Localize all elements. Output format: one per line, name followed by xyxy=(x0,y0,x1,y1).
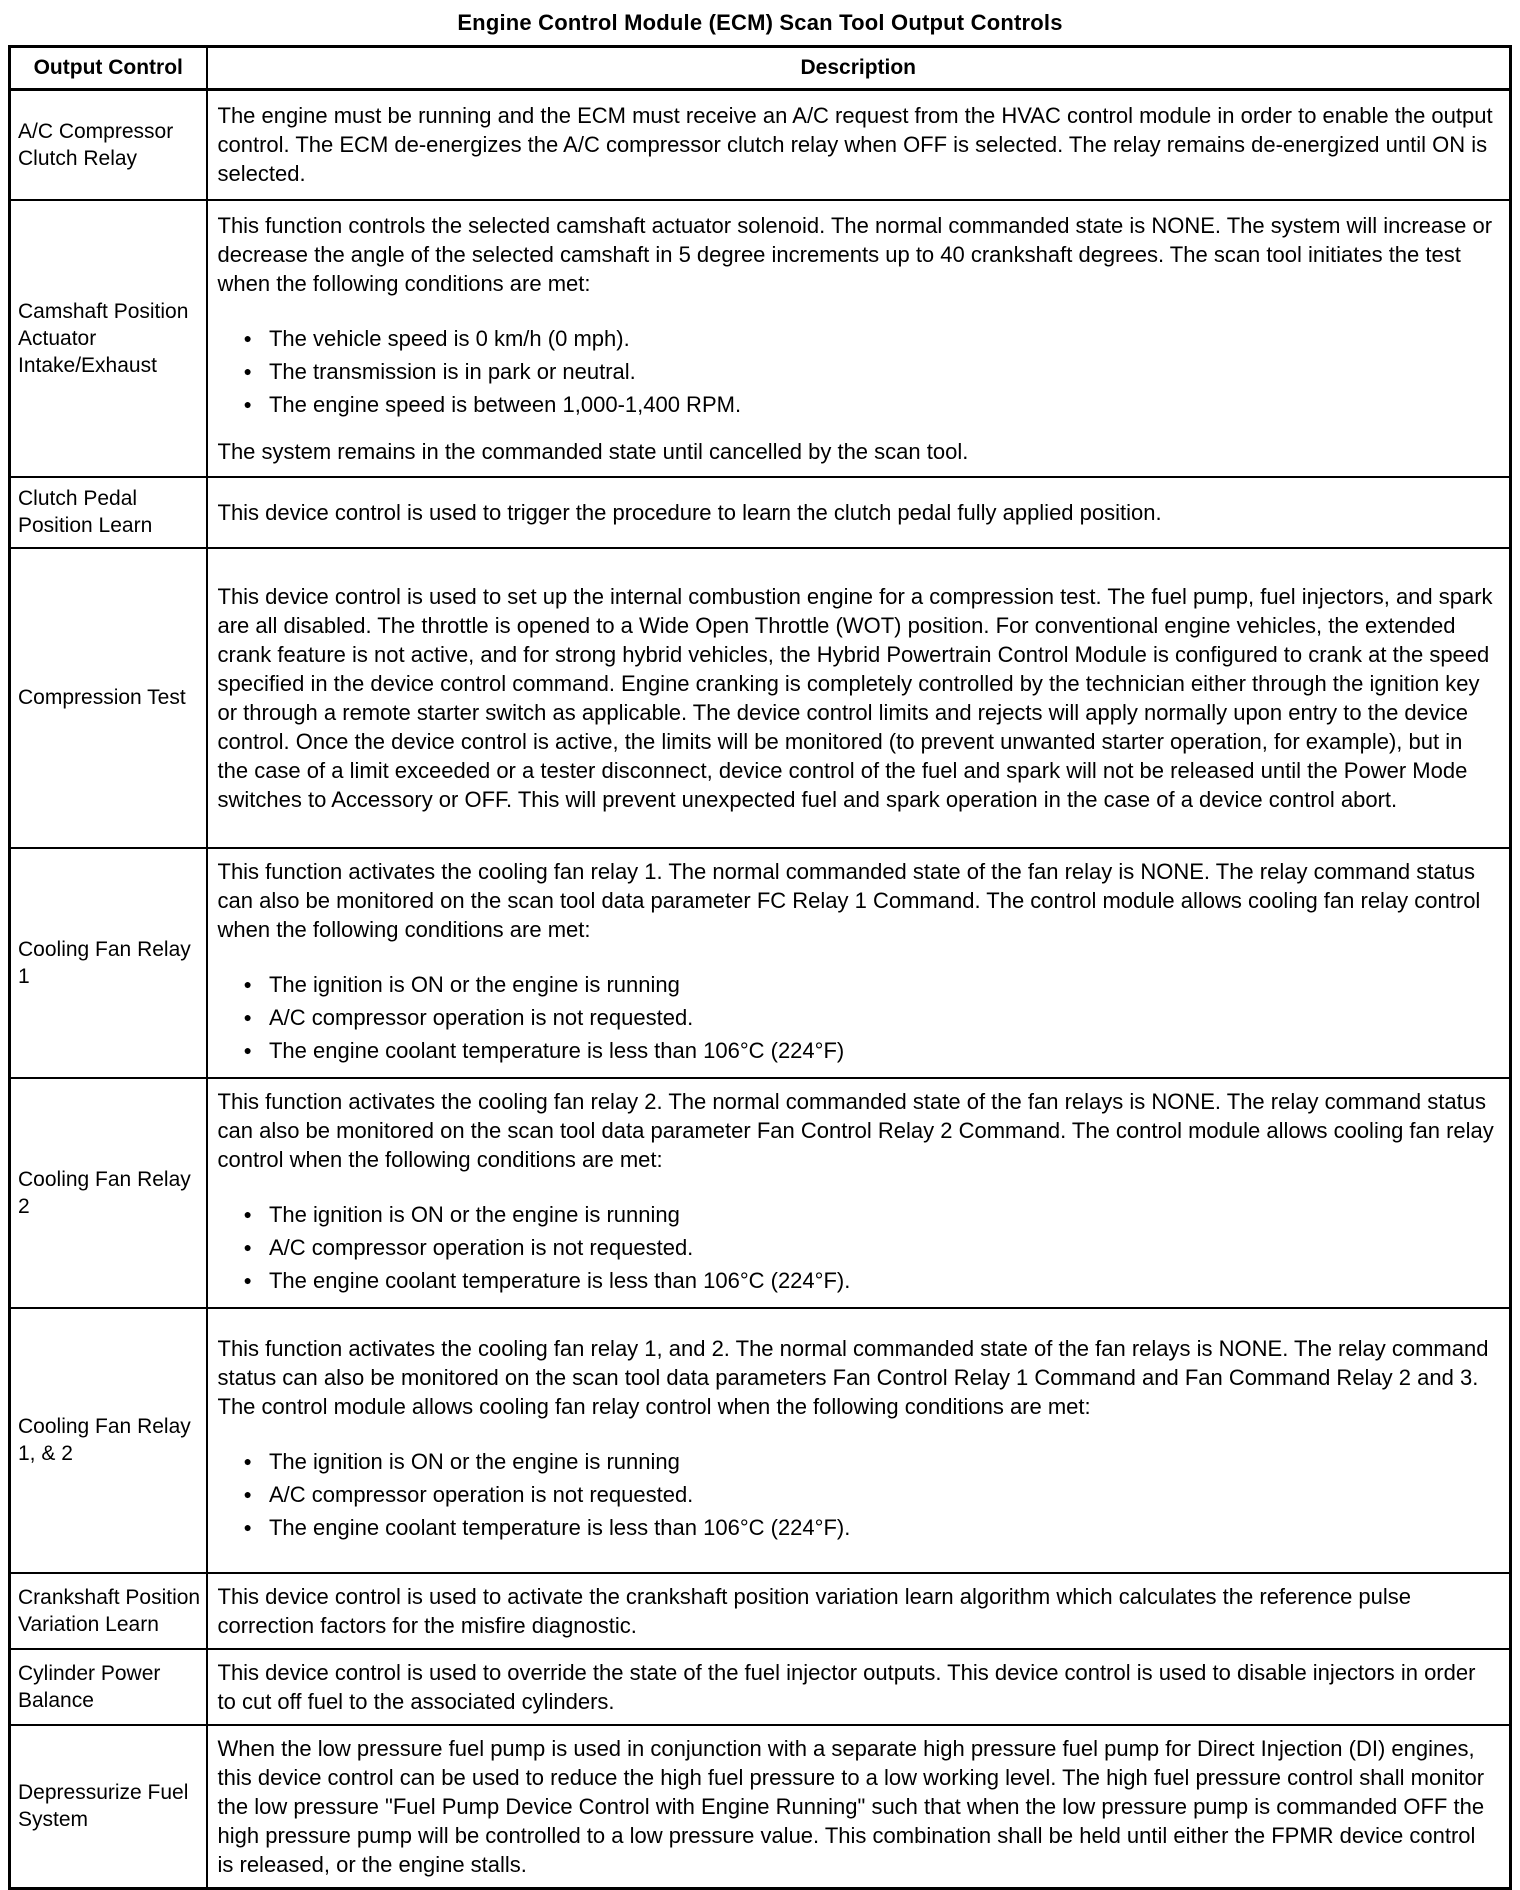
description-cell xyxy=(207,1573,1511,1649)
table-row xyxy=(10,1649,1511,1725)
description-paragraph: This function activates the cooling fan relay 2. The normal commanded state of the fan relays is NONE. The relay command status can also be monitored on the scan tool data parameter Fan Control Relay 2 Command. The control module allows cooling fan relay control when the following conditions are met: xyxy=(217,1088,1494,1172)
bullet-icon: ● xyxy=(243,1486,252,1502)
description-paragraphs xyxy=(218,211,1498,298)
output-control-cell xyxy=(10,200,207,477)
table-row xyxy=(10,1725,1511,1889)
output-control-label: Crankshaft Position Variation Learn xyxy=(18,1585,201,1636)
output-control-cell xyxy=(10,1725,207,1889)
output-control-cell xyxy=(10,1078,207,1308)
table-row xyxy=(10,1573,1511,1649)
condition-text: The engine coolant temperature is less than 106°C (224°F). xyxy=(268,1515,851,1540)
condition-text: The ignition is ON or the engine is running xyxy=(268,1201,680,1227)
output-control-label: Compression Test xyxy=(18,686,186,709)
table-row xyxy=(10,548,1511,848)
description-paragraphs xyxy=(218,857,1498,944)
bullet-icon: ● xyxy=(243,1041,252,1058)
document-page xyxy=(0,10,1520,1890)
bullet-icon: ● xyxy=(243,1205,252,1222)
description-paragraph: This function activates the cooling fan relay 1, and 2. The normal commanded state of the fan relays is NONE. The relay command status can also be monitored on the scan tool data parameters Fan Control Relay 1 Command and Fan Command Relay 2 and 3. The control module allows cooling fan relay control when the following conditions are met: xyxy=(217,1336,1489,1419)
condition-item xyxy=(244,970,1498,999)
description-cell xyxy=(207,477,1511,548)
condition-item xyxy=(244,1003,1498,1032)
output-control-label: Clutch Pedal Position Learn xyxy=(18,487,153,537)
description-cell xyxy=(207,1308,1511,1573)
description-paragraphs xyxy=(218,582,1498,814)
page-title: Engine Control Module (ECM) Scan Tool Output Controls xyxy=(457,10,1063,35)
bullet-icon: ● xyxy=(243,1453,252,1469)
output-control-label: A/C Compressor Clutch Relay xyxy=(18,119,174,170)
bullet-icon: ● xyxy=(243,395,252,412)
bullet-icon: ● xyxy=(243,1271,252,1288)
description-cell xyxy=(207,90,1511,200)
condition-item xyxy=(244,390,1498,419)
bullet-icon: ● xyxy=(243,975,252,992)
condition-item xyxy=(244,357,1498,386)
condition-item xyxy=(244,1513,1498,1542)
output-control-cell xyxy=(10,477,207,548)
description-paragraph: This device control is used to trigger the procedure to learn the clutch pedal fully applied position. xyxy=(217,499,1162,525)
column-header-output-control: Output Control xyxy=(10,47,207,90)
condition-text: The transmission is in park or neutral. xyxy=(268,358,636,384)
output-control-label: Camshaft Position Actuator Intake/Exhaust xyxy=(18,299,189,377)
bullet-icon: ● xyxy=(243,1008,252,1025)
condition-item xyxy=(244,1266,1498,1295)
condition-text: A/C compressor operation is not requested. xyxy=(268,1234,694,1260)
description-paragraph: This device control is used to activate the crankshaft position variation learn algorithm which calculates the reference pulse correction factors for the misfire diagnostic. xyxy=(217,1583,1412,1638)
condition-text: The vehicle speed is 0 km/h (0 mph). xyxy=(268,325,630,351)
table-row xyxy=(10,1078,1511,1308)
output-control-label: Cooling Fan Relay 1 xyxy=(18,937,191,988)
table-body xyxy=(10,90,1511,1889)
condition-list xyxy=(218,1447,1498,1542)
description-paragraphs xyxy=(218,498,1498,527)
condition-list xyxy=(218,324,1498,419)
output-control-cell xyxy=(10,90,207,200)
description-cell xyxy=(207,1649,1511,1725)
table-row xyxy=(10,200,1511,477)
condition-text: A/C compressor operation is not requested. xyxy=(268,1004,694,1030)
description-paragraphs xyxy=(218,101,1498,188)
condition-text: The engine coolant temperature is less than 106°C (224°F). xyxy=(268,1267,851,1293)
output-control-label: Cylinder Power Balance xyxy=(18,1661,161,1712)
output-control-label: Cooling Fan Relay 1, & 2 xyxy=(18,1415,191,1465)
output-control-cell xyxy=(10,1573,207,1649)
table-row xyxy=(10,477,1511,548)
condition-list xyxy=(218,1200,1498,1295)
condition-text: A/C compressor operation is not requested. xyxy=(268,1482,694,1507)
description-paragraph: This function activates the cooling fan relay 1. The normal commanded state of the fan relay is NONE. The relay command status can also be monitored on the scan tool data parameter FC Relay 1 Command. The control module allows cooling fan relay control when the following conditions are met: xyxy=(217,858,1481,942)
condition-item xyxy=(244,1447,1498,1476)
condition-list xyxy=(218,970,1498,1065)
bullet-icon: ● xyxy=(243,1519,252,1535)
description-cell xyxy=(207,1078,1511,1308)
condition-item xyxy=(244,1036,1498,1065)
output-control-label: Cooling Fan Relay 2 xyxy=(18,1167,191,1218)
description-cell xyxy=(207,1725,1511,1889)
description-cell xyxy=(207,848,1511,1078)
column-header-description: Description xyxy=(207,47,1511,90)
description-paragraphs xyxy=(218,1334,1498,1421)
table-row xyxy=(10,90,1511,200)
description-footer: The system remains in the commanded state until cancelled by the scan tool. xyxy=(217,438,969,464)
bullet-icon: ● xyxy=(243,362,252,379)
output-control-cell xyxy=(10,1308,207,1573)
output-control-cell xyxy=(10,848,207,1078)
bullet-icon: ● xyxy=(243,329,252,346)
description-cell xyxy=(207,200,1511,477)
table-header-row xyxy=(10,47,1511,90)
description-paragraph: This device control is used to set up the internal combustion engine for a compression test. The fuel pump, fuel injectors, and spark are all disabled. The throttle is opened to a Wide Open Throttle (WOT) position. For conventional engine vehicles, the extended crank feature is not active, and for strong hybrid vehicles, the Hybrid Powertrain Control Module is configured to crank at the speed specified in the device control command. Engine cranking is completely controlled by the technician either through the ignition key or through a remote starter switch as applicable. The device control limits and rejects will apply normally upon entry to the device control. Once the device control is active, the limits will be monitored (to prevent unwanted starter operation, for example), but in the case of a limit exceeded or a tester disconnect, device control of the fuel and spark will not be released until the Power Mode switches to Accessory or OFF. This will prevent unexpected fuel and spark operation in the case of a device control abort. xyxy=(217,583,1493,812)
description-paragraphs xyxy=(218,1734,1498,1879)
description-cell xyxy=(207,548,1511,848)
table-row xyxy=(10,848,1511,1078)
output-control-label: Depressurize Fuel System xyxy=(18,1781,189,1831)
description-paragraphs xyxy=(218,1087,1498,1174)
condition-item xyxy=(244,324,1498,353)
description-paragraphs xyxy=(218,1658,1498,1716)
description-paragraphs xyxy=(218,1582,1498,1640)
condition-text: The engine coolant temperature is less than 106°C (224°F) xyxy=(268,1037,845,1063)
output-control-cell xyxy=(10,1649,207,1725)
description-paragraph: This function controls the selected camshaft actuator solenoid. The normal commanded state is NONE. The system will increase or decrease the angle of the selected camshaft in 5 degree increments up to 40 crankshaft degrees. The scan tool initiates the test when the following conditions are met: xyxy=(217,212,1493,296)
description-paragraph: This device control is used to override the state of the fuel injector outputs. This device control is used to disable injectors in order to cut off fuel to the associated cylinders. xyxy=(217,1659,1476,1714)
condition-item xyxy=(244,1200,1498,1229)
ecm-output-controls-table xyxy=(8,45,1512,1890)
condition-text: The ignition is ON or the engine is running xyxy=(268,971,680,997)
table-row xyxy=(10,1308,1511,1573)
condition-item xyxy=(244,1480,1498,1509)
bullet-icon: ● xyxy=(243,1238,252,1255)
condition-text: The engine speed is between 1,000-1,400 RPM. xyxy=(268,391,742,417)
description-paragraph: When the low pressure fuel pump is used in conjunction with a separate high pressure fuel pump for Direct Injection (DI) engines, this device control can be used to reduce the high fuel pressure to a low working level. The high fuel pressure control shall monitor the low pressure "Fuel Pump Device Control with Engine Running" such that when the low pressure pump is commanded OFF the high pressure pump will be controlled to a low pressure value. This combination shall be held until either the FPMR device control is released, or the engine stalls. xyxy=(217,1735,1485,1877)
condition-text: The ignition is ON or the engine is running xyxy=(268,1449,680,1474)
output-control-cell xyxy=(10,548,207,848)
condition-item xyxy=(244,1233,1498,1262)
description-paragraph: The engine must be running and the ECM must receive an A/C request from the HVAC control module in order to enable the output control. The ECM de-energizes the A/C compressor clutch relay when OFF is selected. The relay remains de-energized until ON is selected. xyxy=(217,103,1493,187)
